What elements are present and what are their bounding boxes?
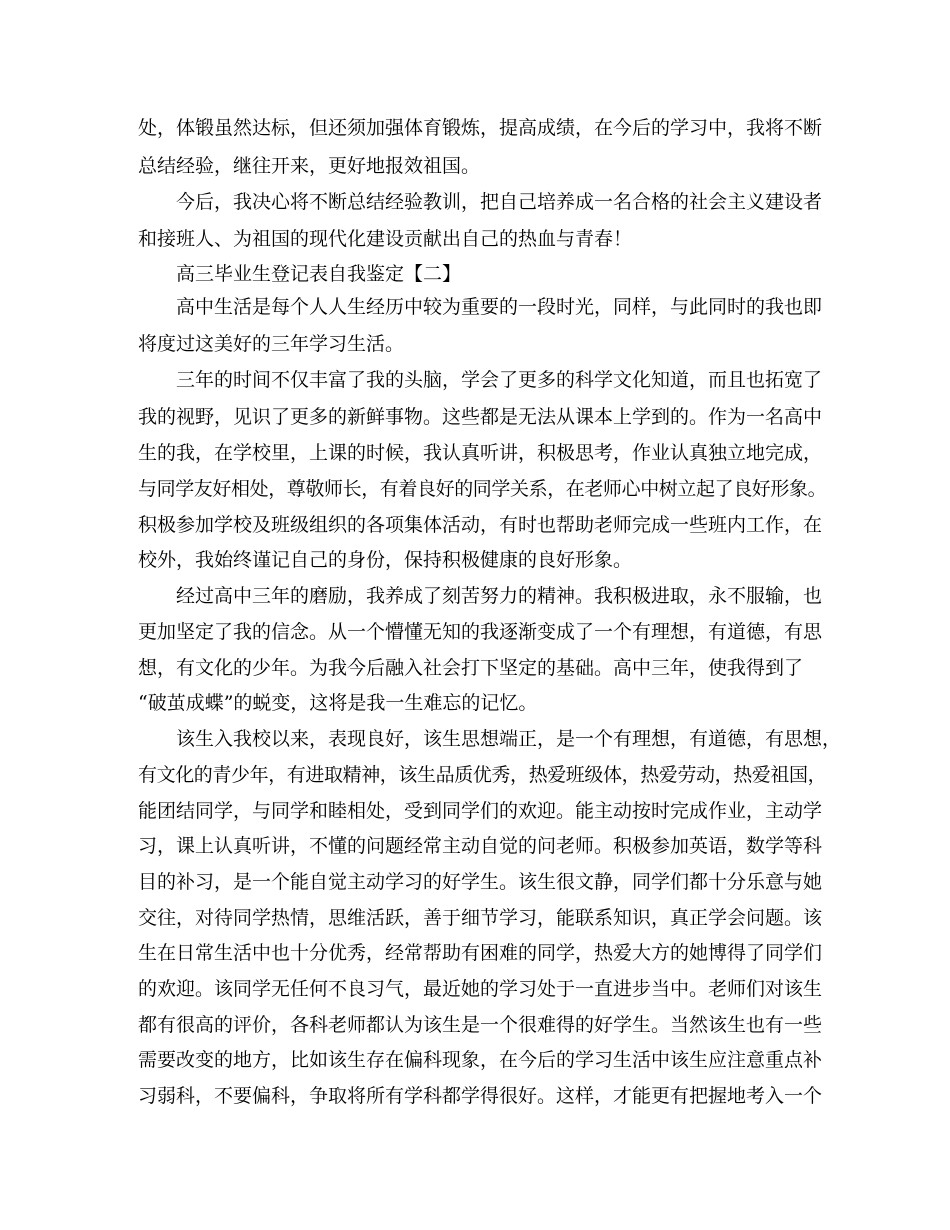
text-line: 和接班人、为祖国的现代化建设贡献出自己的热血与青春！ <box>138 228 633 250</box>
text-line: 与同学友好相处，尊敬师长，有着良好的同学关系，在老师心中树立起了良好形象。 <box>138 478 827 500</box>
text-line: 高中生活是每个人人生经历中较为重要的一段时光，同样，与此同时的我也即 <box>176 296 823 318</box>
text-line: 该生入我校以来，表现良好，该生思想端正，是一个有理想，有道德，有思想， <box>176 728 842 750</box>
text-line: 三年的时间不仅丰富了我的头脑，学会了更多的科学文化知道，而且也拓宽了 <box>176 369 823 391</box>
text-line: 能团结同学，与同学和睦相处，受到同学们的欢迎。能主动按时完成作业，主动学 <box>138 800 823 822</box>
section-heading: 高三毕业生登记表自我鉴定【二】 <box>176 263 462 285</box>
text-line: 经过高中三年的磨励，我养成了刻苦努力的精神。我积极进取，永不服输，也 <box>176 585 823 607</box>
text-line: 需要改变的地方，比如该生存在偏科现象，在今后的学习生活中该生应注意重点补 <box>138 1049 823 1071</box>
text-line: 我的视野，见识了更多的新鲜事物。这些都是无法从课本上学到的。作为一名高中 <box>138 406 823 428</box>
text-line: 习，课上认真听讲，不懂的问题经常主动自觉的问老师。积极参加英语，数学等科 <box>138 835 823 857</box>
text-line: 交往，对待同学热情，思维活跃，善于细节学习，能联系知识，真正学会问题。该 <box>138 907 823 929</box>
text-line: “破茧成蝶”的蜕变，这将是我一生难忘的记忆。 <box>138 692 538 714</box>
text-line: 习弱科，不要偏科，争取将所有学科都学得很好。这样，才能更有把握地考入一个 <box>138 1085 823 1107</box>
text-line: 校外，我始终谨记自己的身份，保持积极健康的良好形象。 <box>138 549 633 571</box>
text-line: 总结经验，继往开来，更好地报效祖国。 <box>138 155 481 177</box>
text-line: 的欢迎。该同学无任何不良习气，最近她的学习处于一直进步当中。老师们对该生 <box>138 978 823 1000</box>
text-line: 有文化的青少年，有进取精神，该生品质优秀，热爱班级体，热爱劳动，热爱祖国， <box>138 764 827 786</box>
text-line: 积极参加学校及班级组织的各项集体活动，有时也帮助老师完成一些班内工作，在 <box>138 514 823 536</box>
text-line: 目的补习，是一个能自觉主动学习的好学生。该生很文静，同学们都十分乐意与她 <box>138 871 823 893</box>
text-line: 今后，我决心将不断总结经验教训，把自己培养成一名合格的社会主义建设者 <box>176 191 823 213</box>
text-line: 处，体锻虽然达标，但还须加强体育锻炼，提高成绩，在今后的学习中，我将不断 <box>138 117 823 139</box>
text-line: 生在日常生活中也十分优秀，经常帮助有困难的同学，热爱大方的她博得了同学们 <box>138 942 823 964</box>
text-line: 生的我，在学校里，上课的时候，我认真听讲，积极思考，作业认真独立地完成， <box>138 442 823 464</box>
text-line: 更加坚定了我的信念。从一个懵懂无知的我逐渐变成了一个有理想，有道德，有思 <box>138 621 823 643</box>
text-line: 想，有文化的少年。为我今后融入社会打下坚定的基础。高中三年，使我得到了 <box>138 657 804 679</box>
text-line: 都有很高的评价，各科老师都认为该生是一个很难得的好学生。当然该生也有一些 <box>138 1014 823 1036</box>
text-line: 将度过这美好的三年学习生活。 <box>138 333 405 355</box>
